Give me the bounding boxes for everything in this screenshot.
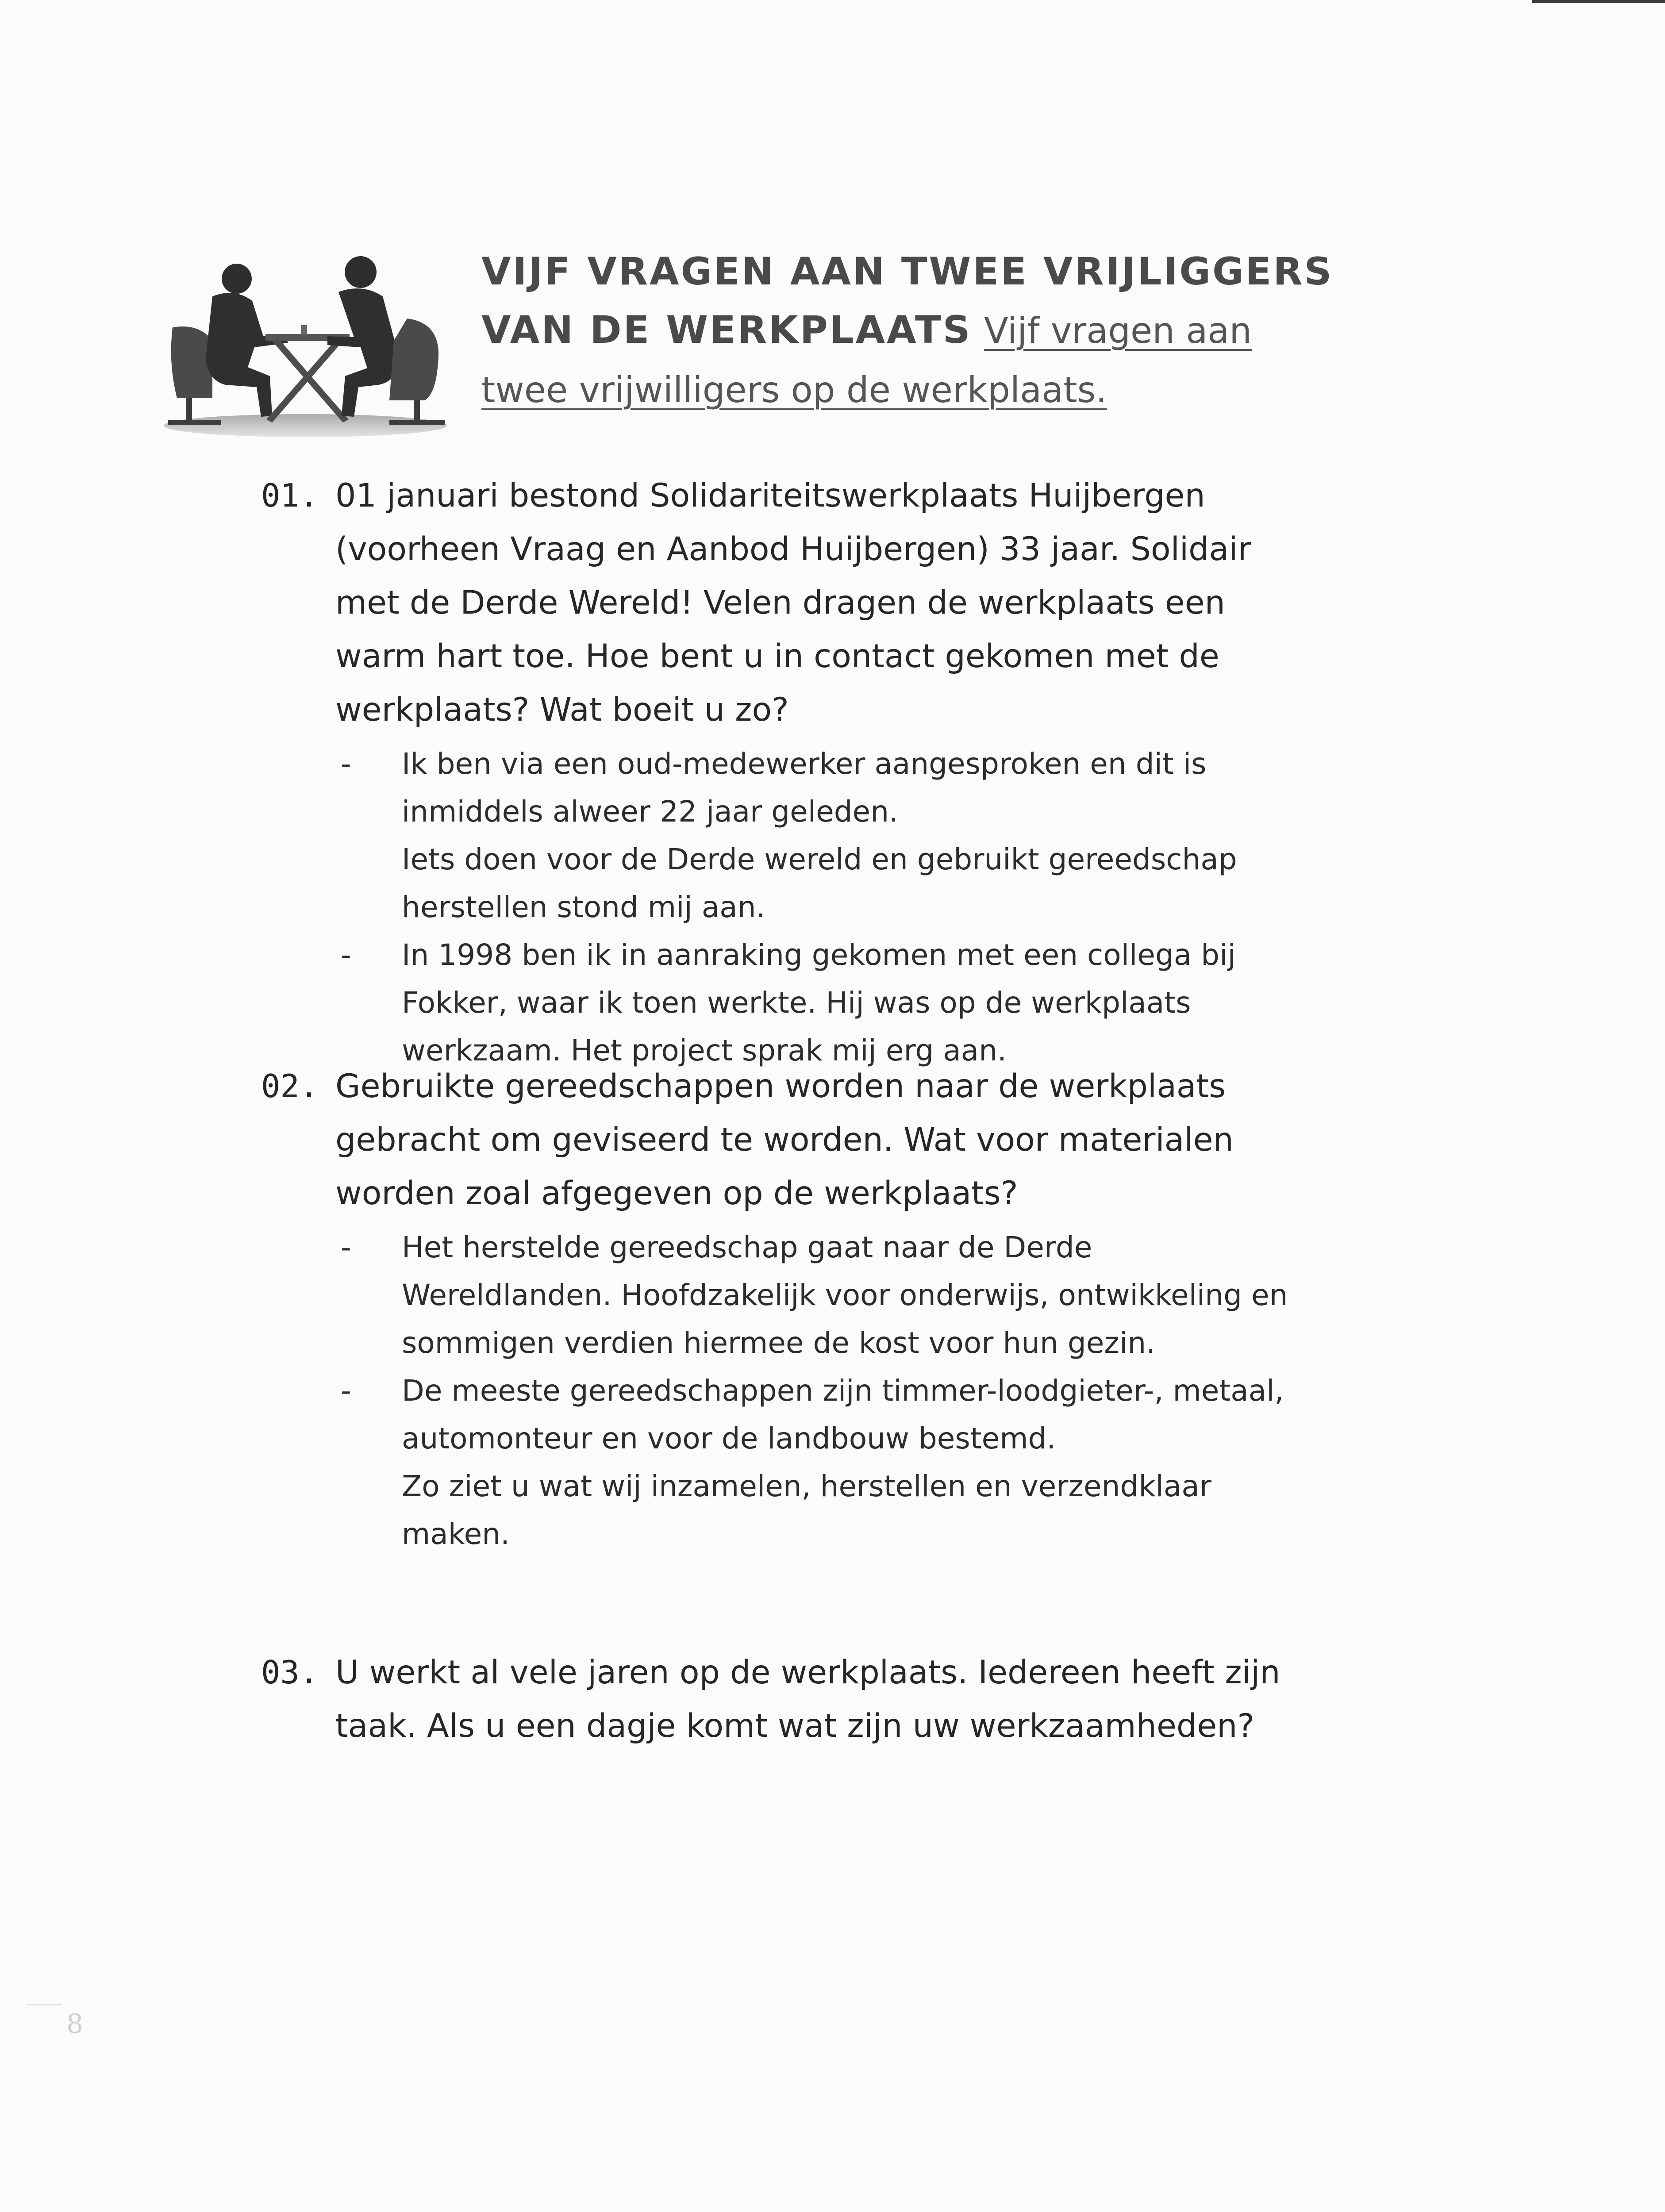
article-title-line-1: VIJF VRAGEN AAN TWEE VRIJLIGGERS [481,250,1334,294]
question-text: U werkt al vele jaren op de werkplaats. Iedereen heeft zijn taak. Als u een dagje komt wat zijn uw werkzaamheden? [335,1654,1280,1745]
answer-text: - De meeste gereedschappen zijn timmer-loodgieter-, metaal, automonteur en voor de landbouw bestemd. [402,1374,1284,1455]
answer-item [335,1367,1305,1558]
scan-edge-mark [1532,0,1665,3]
question-text: Gebruikte gereedschappen worden naar de werkplaats gebracht om geviseerd te worden. Wat voor materialen worden zoal afgegeven op de werkplaats? [335,1068,1234,1212]
question-block-3 [261,1646,1305,1753]
question-number: 02. [261,1068,319,1105]
article-title-line-2: VAN DE WERKPLAATS [481,308,972,352]
answer-text: Iets doen voor de Derde wereld en gebruikt gereedschap herstellen stond mij aan. [402,842,1237,924]
page-number: 8 [66,2008,84,2039]
answer-list [261,1224,1305,1558]
answer-text: - Het herstelde gereedschap gaat naar de Derde Wereldlanden. Hoofdzakelijk voor onderwijs, ontwikkeling en sommigen verdien hiermee de kost voor hun gezin. [402,1230,1288,1360]
answer-item [335,931,1305,1075]
answer-item [335,1224,1305,1367]
answer-item [335,740,1305,931]
conversation-illustration-icon [159,252,451,438]
question-number: 03. [261,1654,319,1691]
question-text: 01 januari bestond Solidariteitswerkplaats Huijbergen (voorheen Vraag en Aanbod Huijbergen) 33 jaar. Solidair met de Derde Wereld! Velen dragen de werkplaats een warm hart toe. Hoe bent u in contact gekomen met de werkplaats? Wat boeit u zo? [335,477,1251,729]
question-block-1 [261,469,1305,1075]
answer-text: - Ik ben via een oud-medewerker aangesproken en dit is inmiddels alweer 22 jaar geleden. [402,747,1207,829]
answer-text: Zo ziet u wat wij inzamelen, herstellen en verzendklaar maken. [402,1469,1211,1551]
article-subtitle-line-1: Vijf vragen aan [984,310,1252,351]
question-number: 01. [261,477,319,514]
article-subtitle-line-2: twee vrijwilligers op de werkplaats. [481,369,1107,411]
answer-text: - In 1998 ben ik in aanraking gekomen met een collega bij Fokker, waar ik toen werkte. Hij was op de werkplaats werkzaam. Het project sprak mij erg aan. [402,938,1236,1068]
article-header [481,242,1366,419]
page-number-rule [27,2004,62,2005]
question-block-2 [261,1060,1305,1558]
answer-list [261,740,1305,1075]
